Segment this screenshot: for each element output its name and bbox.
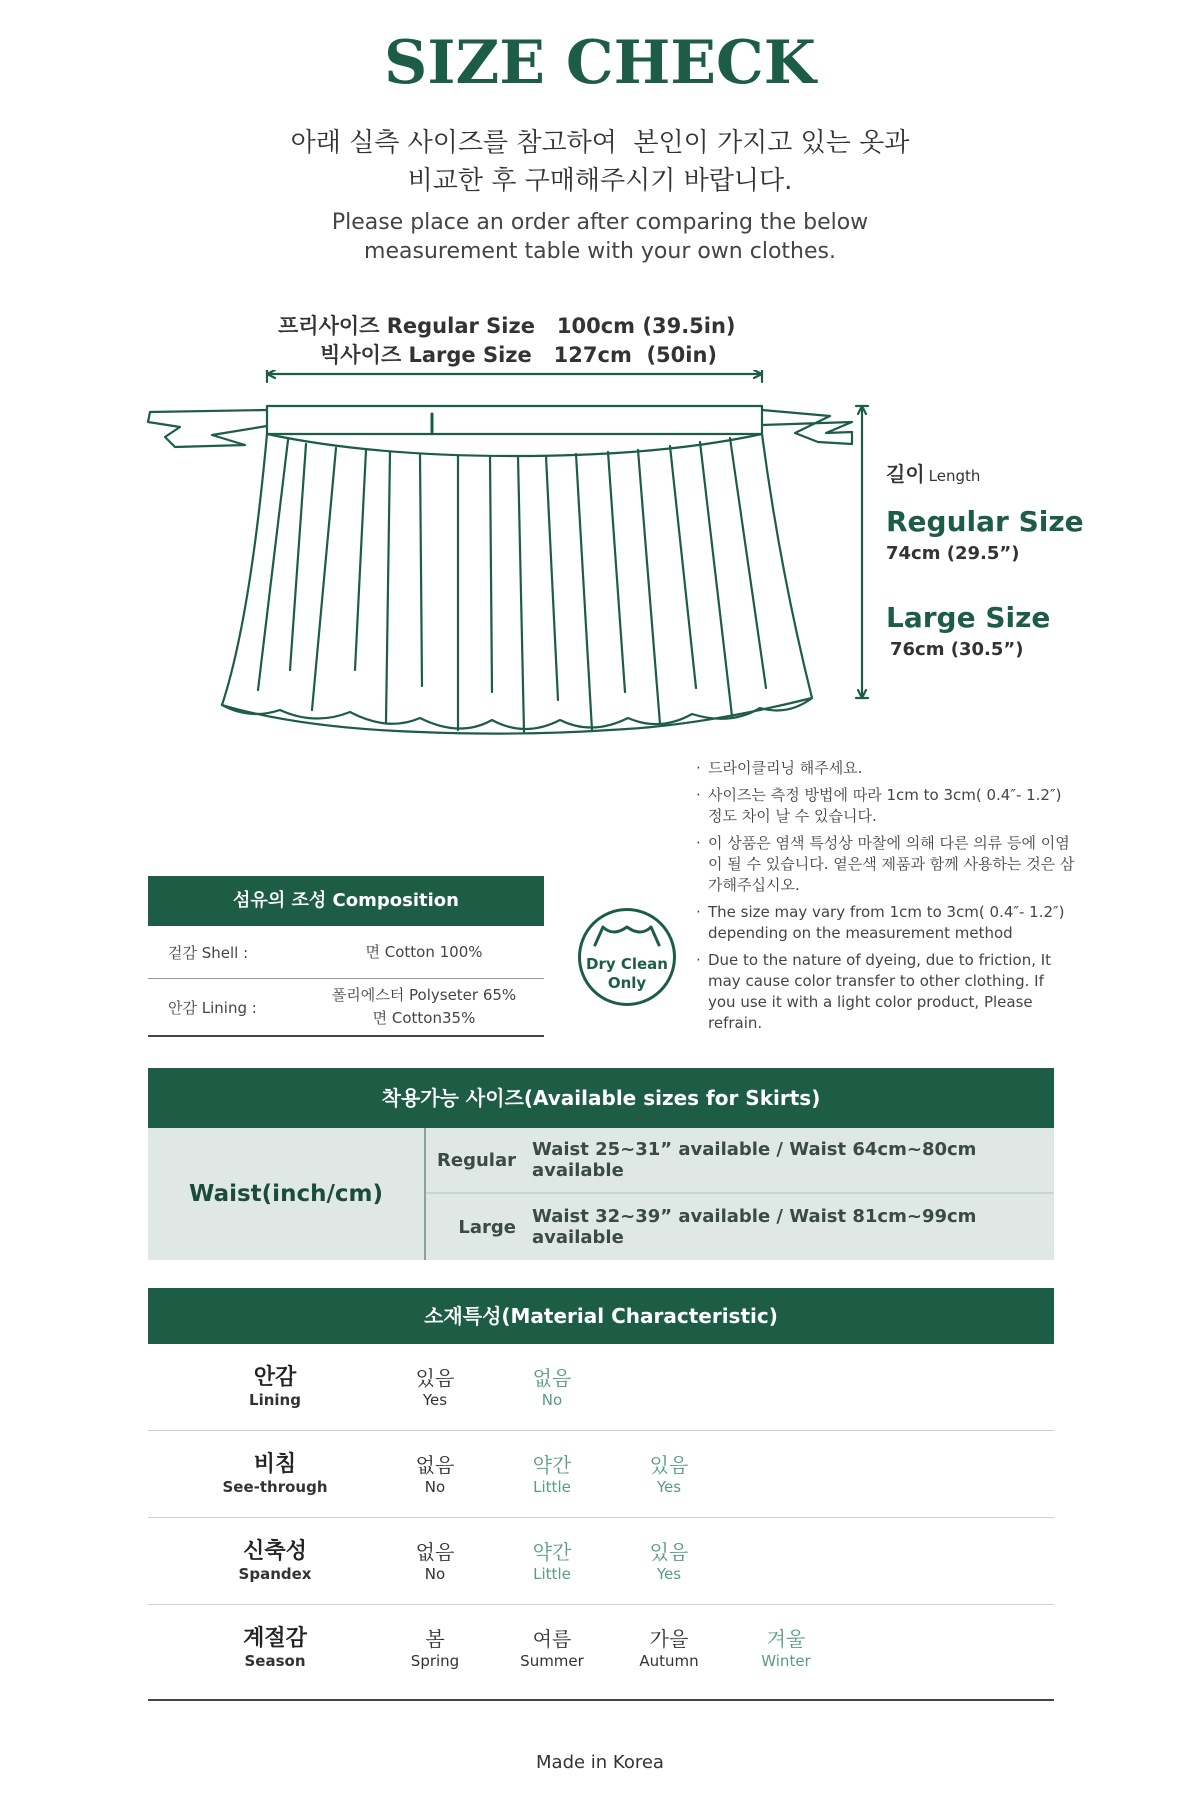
material-option (497, 1540, 607, 1584)
intro-korean-line-1: 아래 실측 사이즈를 참고하여 본인이 가지고 있는 옷과 (290, 128, 910, 158)
dry-clean-line-2: Only (607, 974, 647, 992)
length-regular-title: Regular Size (886, 505, 1084, 538)
intro-korean-line-2: 비교한 후 구매해주시기 바랍니다. (407, 166, 793, 196)
dry-clean-badge (578, 908, 676, 1006)
option-ko: 없음 (415, 1540, 455, 1564)
lining-value (304, 984, 544, 1030)
material-row-label (220, 1366, 330, 1410)
material-option (497, 1366, 607, 1410)
option-ko: 약간 (532, 1453, 572, 1477)
table-row (426, 1128, 1054, 1194)
option-en: Little (533, 1565, 571, 1583)
option-en: Spring (410, 1652, 460, 1670)
composition-row-shell (148, 926, 544, 979)
dry-clean-line-1: Dry Clean (586, 955, 668, 973)
width-regular-label: 프리사이즈 Regular Size 100cm (39.5in) (278, 314, 736, 338)
label-en: See-through (222, 1478, 328, 1496)
option-ko: 없음 (415, 1453, 455, 1477)
material-option (614, 1540, 724, 1584)
option-ko: 봄 (425, 1627, 445, 1651)
size-name: Large (458, 1216, 516, 1238)
length-large-title: Large Size (886, 601, 1051, 634)
available-sizes-table (148, 1068, 1054, 1260)
option-ko: 가을 (649, 1627, 689, 1651)
waist-label: Waist(inch/cm) (148, 1128, 426, 1260)
dry-clean-text (581, 955, 673, 993)
care-note: · 드라이클리닝 해주세요. (696, 758, 1076, 779)
available-sizes-rows (426, 1128, 1054, 1260)
material-option (380, 1627, 490, 1671)
intro-english-line-2: measurement table with your own clothes. (364, 239, 836, 264)
option-en: Yes (656, 1478, 682, 1496)
material-option (380, 1366, 490, 1410)
material-option (614, 1627, 724, 1671)
label-en: Lining (249, 1391, 301, 1409)
wash-tub-icon (581, 915, 673, 955)
composition-table (148, 876, 544, 1037)
lining-label: 안감 Lining : (168, 998, 257, 1017)
size-name: Regular (437, 1149, 516, 1171)
label-ko: 계절감 (243, 1626, 307, 1651)
option-ko: 있음 (649, 1453, 689, 1477)
composition-header: 섬유의 조성 Composition (148, 876, 544, 926)
care-note: · Due to the nature of dyeing, due to friction, It may cause color transfer to other clothing. If you use it with a light color product, Please refrain. (696, 950, 1076, 1034)
page-title: SIZE CHECK (384, 28, 816, 98)
intro-korean (0, 124, 1200, 200)
care-notes (696, 758, 1076, 1040)
table-row (148, 1518, 1054, 1605)
length-regular-value: 74cm (29.5”) (886, 543, 1020, 564)
made-in-label: Made in Korea (536, 1752, 664, 1773)
intro-english-line-1: Please place an order after comparing the below (331, 210, 869, 235)
label-en: Season (244, 1652, 306, 1670)
width-large-label: 빅사이즈 Large Size 127cm (50in) (320, 343, 718, 367)
length-large-value: 76cm (30.5”) (890, 639, 1024, 660)
size-waist-range: Waist 32~39” available / Waist 81cm~99cm available (532, 1206, 977, 1248)
table-row (148, 1344, 1054, 1431)
composition-row-lining (148, 979, 544, 1037)
length-label-ko: 길이 (886, 462, 925, 486)
label-en: Spandex (238, 1565, 312, 1583)
lining-value-line-1: 폴리에스터 Polyseter 65% (331, 986, 517, 1004)
material-option (497, 1453, 607, 1497)
care-note: · The size may vary from 1cm to 3cm( 0.4″- 1.2″) depending on the measurement method (696, 902, 1076, 944)
label-ko: 신축성 (243, 1539, 307, 1564)
material-header: 소재특성(Material Characteristic) (148, 1288, 1054, 1344)
option-en: No (424, 1478, 446, 1496)
lining-value-line-2: 면 Cotton35% (372, 1009, 476, 1027)
skirt-diagram (140, 370, 880, 740)
option-en: Winter (761, 1652, 811, 1670)
length-label (886, 458, 980, 487)
material-option (731, 1627, 841, 1671)
available-sizes-header: 착용가능 사이즈(Available sizes for Skirts) (148, 1068, 1054, 1128)
table-row (148, 1605, 1054, 1701)
label-ko: 안감 (253, 1365, 297, 1390)
material-option (380, 1453, 490, 1497)
material-rows (148, 1344, 1054, 1701)
material-option (380, 1540, 490, 1584)
material-row-label (220, 1627, 330, 1671)
table-row (426, 1194, 1054, 1260)
material-row-label (220, 1453, 330, 1497)
option-ko: 있음 (649, 1540, 689, 1564)
skirt-body (222, 434, 812, 734)
option-en: Summer (520, 1652, 584, 1670)
material-table (148, 1288, 1054, 1701)
waistband (267, 406, 762, 434)
material-option (614, 1453, 724, 1497)
size-waist-range: Waist 25~31” available / Waist 64cm~80cm available (532, 1139, 977, 1181)
option-en: No (541, 1391, 563, 1409)
shell-label: 겉감 Shell : (168, 943, 249, 962)
length-label-en: Length (928, 467, 981, 485)
option-en: No (424, 1565, 446, 1583)
shell-value: 면 Cotton 100% (365, 942, 483, 961)
option-en: Autumn (639, 1652, 699, 1670)
care-note: · 이 상품은 염색 특성상 마찰에 의해 다른 의류 등에 이염이 될 수 있습니다. 옅은색 제품과 함께 사용하는 것은 삼가해주십시오. (696, 833, 1076, 896)
care-note: · 사이즈는 측정 방법에 따라 1cm to 3cm( 0.4″- 1.2″) 정도 차이 날 수 있습니다. (696, 785, 1076, 827)
intro-english (0, 208, 1200, 266)
material-option (497, 1627, 607, 1671)
option-en: Yes (422, 1391, 448, 1409)
option-en: Yes (656, 1565, 682, 1583)
option-ko: 약간 (532, 1540, 572, 1564)
material-row-label (220, 1540, 330, 1584)
option-ko: 없음 (532, 1366, 572, 1390)
option-ko: 겨울 (766, 1627, 806, 1651)
option-en: Little (533, 1478, 571, 1496)
option-ko: 있음 (415, 1366, 455, 1390)
available-sizes-body (148, 1128, 1054, 1260)
option-ko: 여름 (532, 1627, 572, 1651)
label-ko: 비침 (253, 1452, 297, 1477)
table-row (148, 1431, 1054, 1518)
